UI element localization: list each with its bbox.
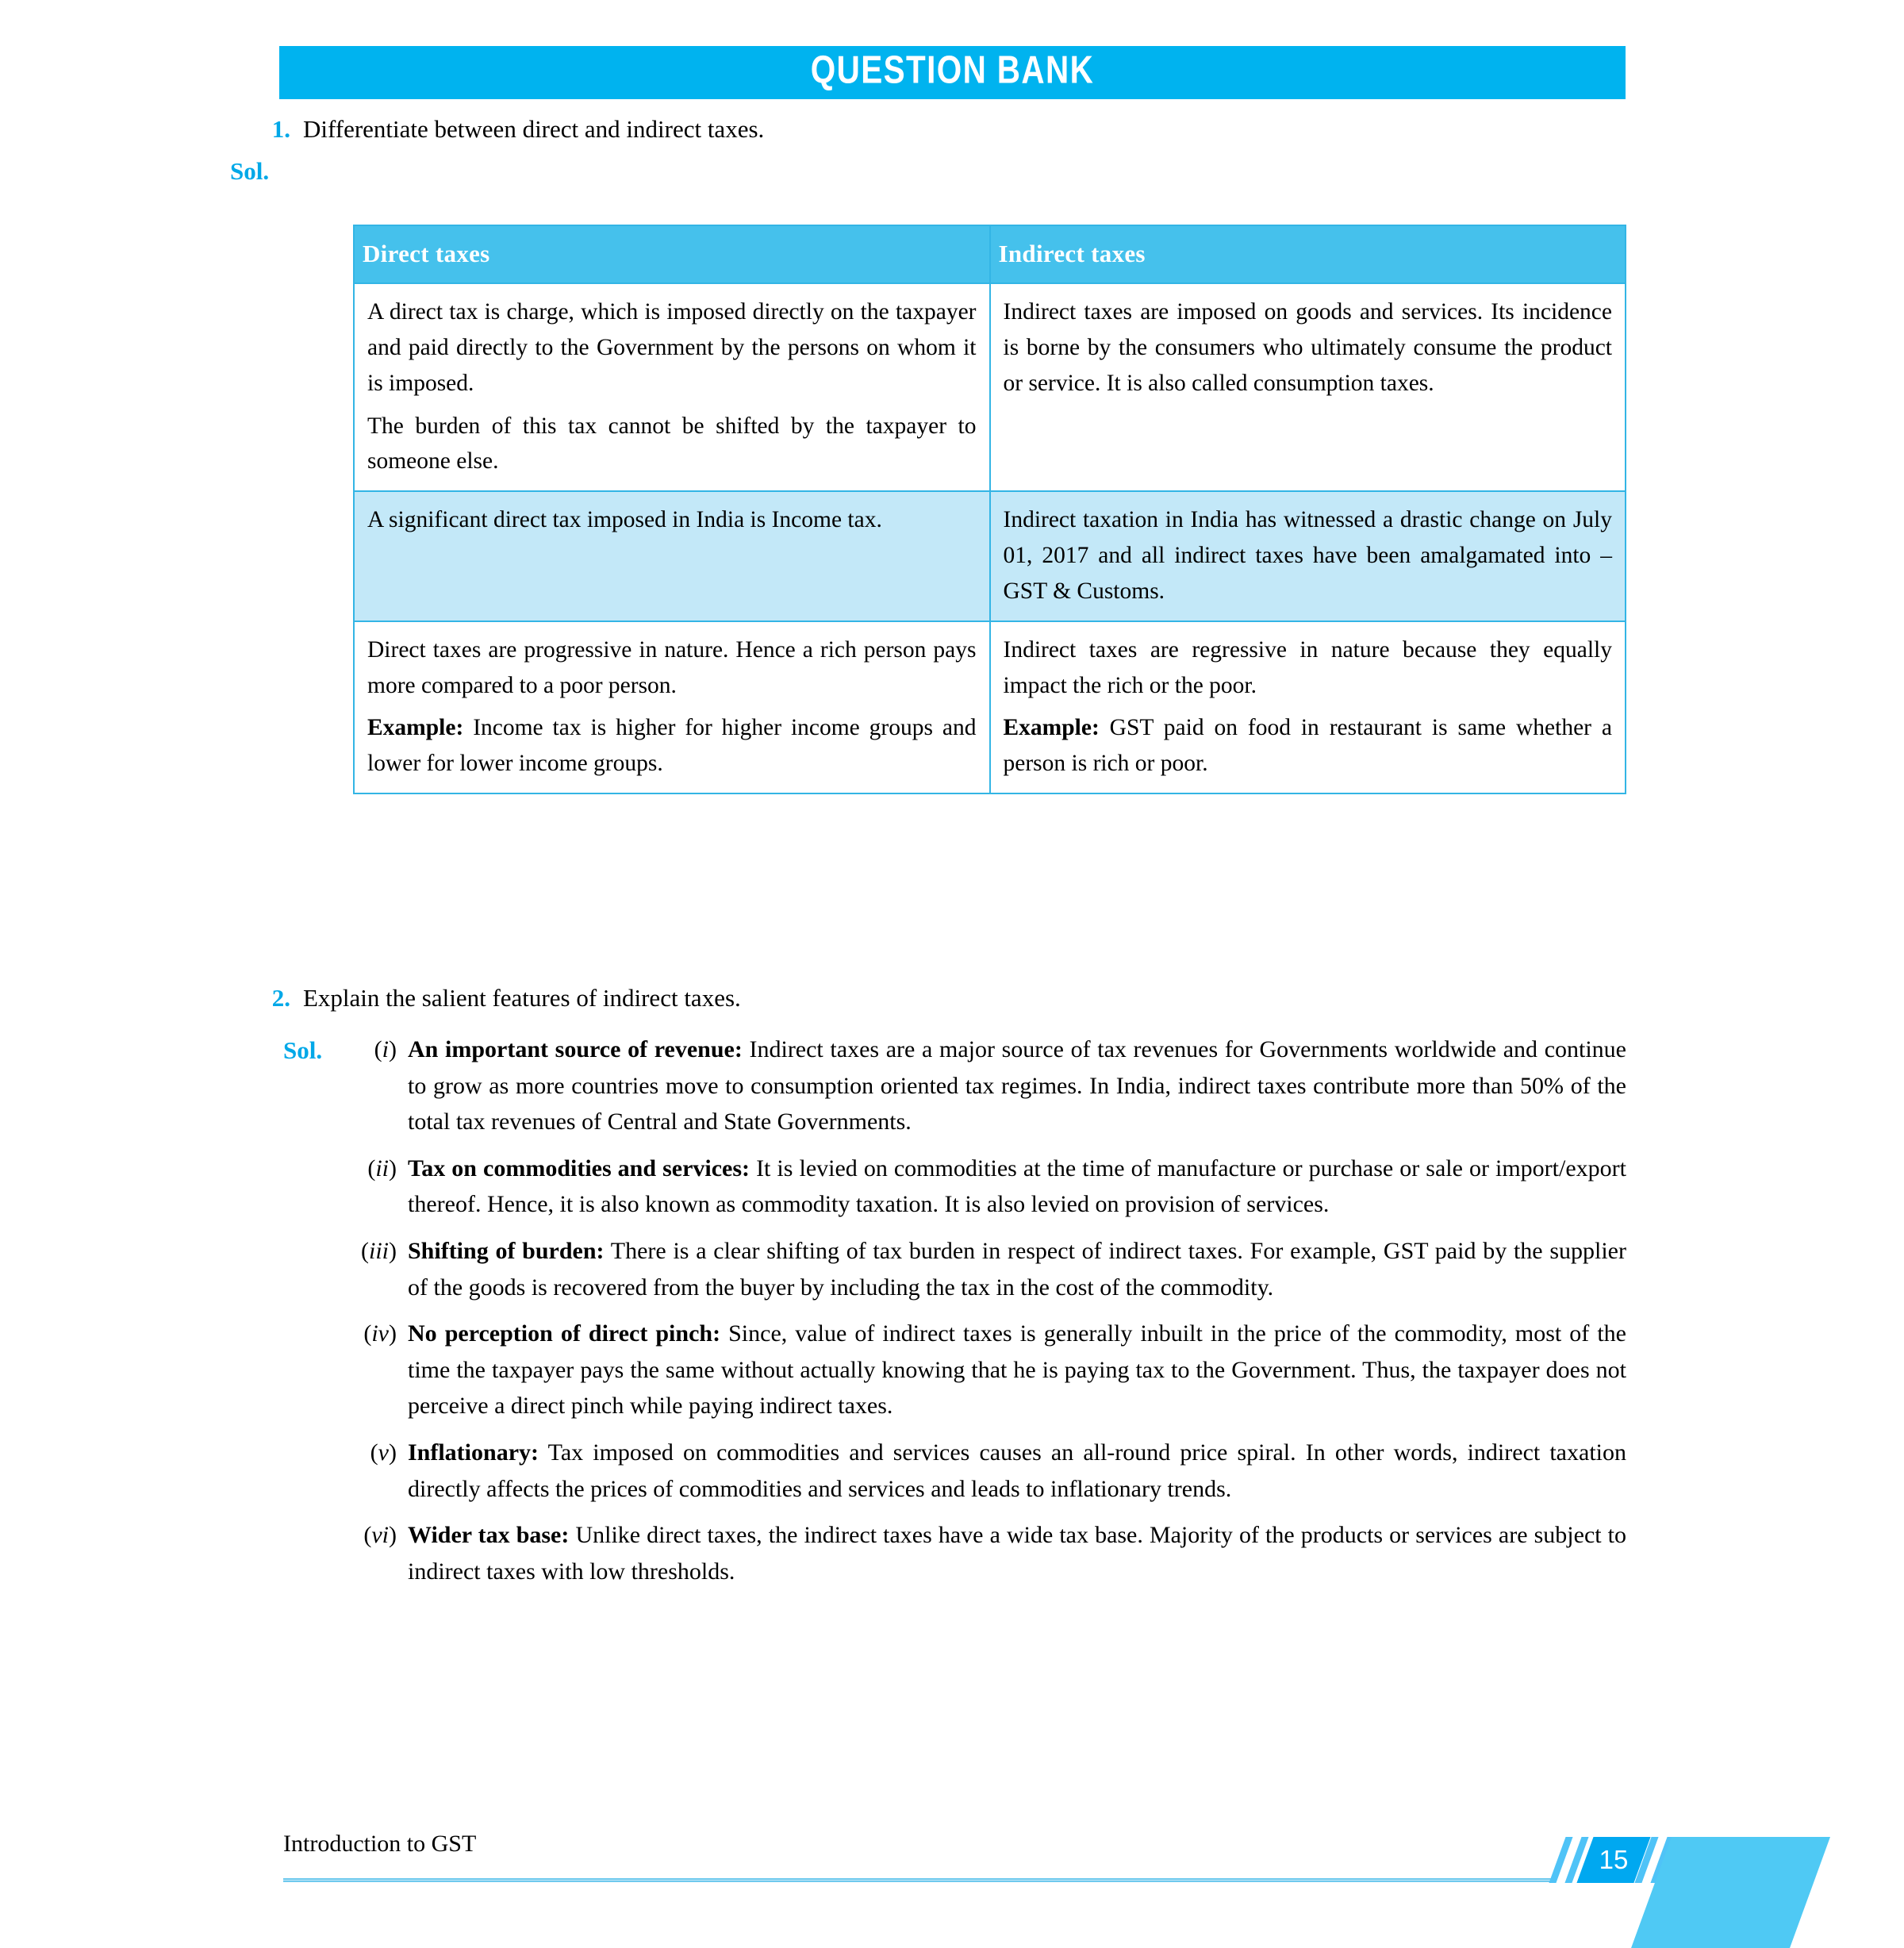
table-row — [354, 283, 1626, 491]
list-item-term: Tax on commodities and services: — [408, 1155, 750, 1181]
cell-paragraph: A significant direct tax imposed in India is Income tax. — [367, 507, 882, 533]
list-item-marker: (ii) — [367, 1155, 397, 1181]
list-item-marker: (iv) — [363, 1320, 397, 1347]
indirect-tax-features-list — [349, 1032, 1626, 1600]
cell-paragraph-example: Example: GST paid on food in restaurant is same whether a person is rich or poor. — [1003, 715, 1612, 777]
solution-1-label: Sol. — [230, 157, 270, 185]
list-item-term: Inflationary: — [408, 1439, 539, 1466]
question-2-text: Explain the salient features of indirect taxes. — [303, 984, 741, 1012]
solution-2-label: Sol. — [283, 1036, 323, 1064]
table-cell-direct — [354, 621, 990, 793]
list-item-text: Unlike direct taxes, the indirect taxes have a wide tax base. Majority of the products or services are subject to indirect taxes with low thresholds. — [408, 1522, 1626, 1585]
list-item — [349, 1517, 1626, 1589]
example-label: Example: — [1003, 715, 1100, 741]
direct-vs-indirect-table — [353, 225, 1626, 794]
list-item-text: It is levied on commodities at the time of manufacture or purchase or sale or import/export thereof. Hence, it is also known as commodity taxation. It is also levied on provision of services. — [408, 1155, 1626, 1218]
list-item-body — [408, 1435, 1626, 1507]
list-item-term: No perception of direct pinch: — [408, 1320, 721, 1347]
list-item-body — [408, 1517, 1626, 1589]
list-item-body — [408, 1032, 1626, 1140]
list-item-marker: (i) — [374, 1036, 397, 1062]
list-item-marker: (vi) — [363, 1522, 397, 1549]
list-item — [349, 1316, 1626, 1424]
list-item-marker: (v) — [370, 1439, 397, 1466]
list-item — [349, 1233, 1626, 1305]
list-item — [349, 1151, 1626, 1223]
question-bank-banner — [279, 46, 1626, 99]
question-2-number: 2. — [271, 984, 290, 1012]
table-header-indirect: Indirect taxes — [990, 225, 1626, 283]
cell-paragraph: Indirect taxes are regressive in nature because they equally impact the rich or the poor. — [1003, 636, 1612, 698]
list-item-body — [408, 1233, 1626, 1305]
cell-paragraph: A direct tax is charge, which is imposed directly on the taxpayer and paid directly to the Government by the persons on whom it is imposed. — [367, 299, 977, 396]
table-row — [354, 621, 1626, 793]
table-cell-direct — [354, 491, 990, 621]
question-1 — [254, 115, 764, 144]
cell-paragraph: Indirect taxes are imposed on goods and services. Its incidence is borne by the consumers who ultimately consume the product or service. It is also called consumption taxes. — [1003, 299, 1612, 396]
page-number: 15 — [1599, 1845, 1629, 1874]
question-1-number: 1. — [271, 115, 290, 143]
footer-chapter-title: Introduction to GST — [283, 1831, 477, 1857]
list-item-body — [408, 1316, 1626, 1424]
table-row — [354, 491, 1626, 621]
question-1-text: Differentiate between direct and indirect taxes. — [303, 115, 765, 143]
cell-paragraph: Direct taxes are progressive in nature. Hence a rich person pays more compared to a poor person. — [367, 636, 977, 698]
table-cell-indirect — [990, 283, 1626, 491]
cell-paragraph: The burden of this tax cannot be shifted by the taxpayer to someone else. — [367, 413, 977, 475]
question-2 — [254, 984, 741, 1012]
table-cell-indirect — [990, 491, 1626, 621]
list-item — [349, 1435, 1626, 1507]
table-cell-direct — [354, 283, 990, 491]
footer-divider — [283, 1878, 1553, 1882]
table-header-row — [354, 225, 1626, 283]
list-item-term: Wider tax base: — [408, 1522, 570, 1549]
list-item-body — [408, 1151, 1626, 1223]
table-cell-indirect — [990, 621, 1626, 793]
page-title: QUESTION BANK — [810, 48, 1095, 92]
example-label: Example: — [367, 715, 464, 741]
list-item — [349, 1032, 1626, 1140]
list-item-text: There is a clear shifting of tax burden in respect of indirect taxes. For example, GST paid by the supplier of the goods is recovered from the buyer by including the tax in the cost of the commodity. — [408, 1237, 1626, 1301]
cell-paragraph: Indirect taxation in India has witnessed a drastic change on July 01, 2017 and all indirect taxes have been amalgamated into – GST & Customs. — [1003, 507, 1612, 604]
list-item-text: Tax imposed on commodities and services causes an all-round price spiral. In other words, indirect taxation directly affects the prices of commodities and services and leads to inflationary trends. — [408, 1439, 1626, 1502]
list-item-text: Indirect taxes are a major source of tax revenues for Governments worldwide and continue to grow as more countries move to consumption oriented tax regimes. In India, indirect taxes contribute more than 50% of the total tax revenues of Central and State Governments. — [408, 1036, 1626, 1135]
cell-paragraph-example: Example: Income tax is higher for higher income groups and lower for lower income groups. — [367, 715, 977, 777]
list-item-term: Shifting of burden: — [408, 1237, 605, 1264]
list-item-marker: (iii) — [360, 1237, 397, 1264]
table-header-direct: Direct taxes — [354, 225, 990, 283]
list-item-term: An important source of revenue: — [408, 1036, 743, 1062]
list-item-text: Since, value of indirect taxes is generally inbuilt in the price of the commodity, most of the time the taxpayer pays the same without actually knowing that he is paying tax to the Government. Thus, the taxpayer does not perceive a direct pinch while paying indirect taxes. — [408, 1320, 1626, 1420]
